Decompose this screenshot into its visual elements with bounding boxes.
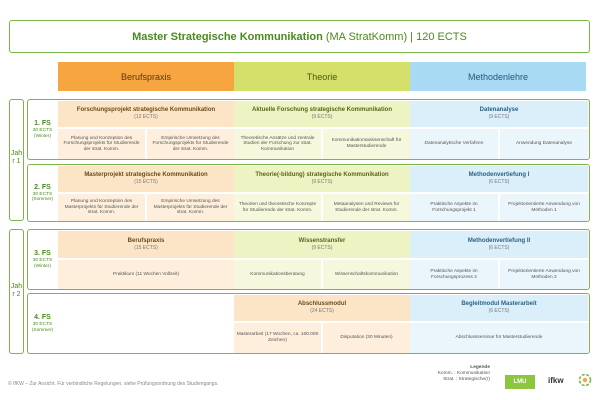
fs2-module-theoriebildung xyxy=(234,166,410,192)
module-ects: (6 ECTS) xyxy=(488,179,510,185)
submodule-text: Disputation (30 Minuten) xyxy=(340,335,393,341)
semester-term: (Sommer) xyxy=(31,327,54,333)
module-title: Methodenvertiefung II xyxy=(467,237,531,244)
fs3-module-berufspraxis xyxy=(58,231,234,258)
module-title: Begleitmodul Masterarbeit xyxy=(461,301,537,307)
fs1-submodule-verfahren xyxy=(410,129,498,159)
legend-title: Legende xyxy=(470,365,490,370)
fs1-submodule-theoretische-ansaetze xyxy=(234,129,321,159)
submodule-text: Datenanalytische Verfahren xyxy=(424,141,484,147)
semester-ects: 30 ECTS xyxy=(32,258,53,263)
module-title: Datenanalyse xyxy=(479,107,519,113)
semester-3-label xyxy=(27,229,58,290)
fs2-submodule-theorien xyxy=(234,194,321,221)
submodule-text: Theorien und theoretische Konzepte für Studierende der strat. Komm. xyxy=(238,201,317,213)
module-title: Methodenvertiefung I xyxy=(468,172,530,178)
module-ects: (24 ECTS) xyxy=(310,308,334,314)
footnote: © IfKW – Zur Ansicht. Für verbindliche Regelungen, siehe Prüfungsordnung des Studiengangs. xyxy=(8,381,219,387)
fs4-submodule-disputation xyxy=(323,323,410,353)
semester-ects: 30 ECTS xyxy=(32,128,53,133)
legend-item: Strat. : Strategische(r) xyxy=(443,376,490,382)
column-header-theorie: Theorie xyxy=(234,62,410,91)
semester-name: 3. FS xyxy=(34,250,51,257)
title-main: Master Strategische Kommunikation xyxy=(132,30,323,43)
module-title: Wissenstransfer xyxy=(298,237,346,244)
semester-4-label xyxy=(27,293,58,354)
module-title: Berufspraxis xyxy=(127,237,165,244)
fs1-module-datenanalyse xyxy=(410,101,588,127)
semester-term: (Winter) xyxy=(33,133,52,139)
title-sub: (MA StratKomm) | 120 ECTS xyxy=(325,30,467,43)
fs4-submodule-abschlussseminar xyxy=(410,323,588,353)
submodule-text: Praktische Aspekte im Forschungsprozess 2 xyxy=(430,268,478,280)
semester-term: (Winter) xyxy=(33,263,52,269)
submodule-text: Abschlussseminar für Masterstudierende xyxy=(455,335,543,341)
legend xyxy=(420,365,490,382)
module-ects: (9 ECTS) xyxy=(311,244,333,251)
fs3-submodule-projektorientiert xyxy=(500,260,588,289)
submodule-text: Planung und Konzeption des Forschungsprojekts für Studierende der strat. Komm. xyxy=(63,135,140,152)
fs3-submodule-wissenschaftskommunikation xyxy=(323,260,410,289)
submodule-text: Planung und Konzeption des Masterprojekts für Studierende der strat. Komm. xyxy=(64,199,139,216)
module-title: Masterprojekt strategische Kommunikation xyxy=(84,172,208,178)
fs3-module-methodenvertiefung-2 xyxy=(410,231,588,258)
submodule-text: Wissenschaftskommunikation xyxy=(334,271,399,277)
legend-item: Komm. : Kommunikation xyxy=(437,370,490,376)
module-title: Abschlussmodul xyxy=(297,301,347,307)
year-2-label: Jah r 2 xyxy=(10,283,23,298)
module-ects: (6 ECTS) xyxy=(488,308,510,314)
fs1-submodule-kommunikationswissenschaft xyxy=(323,129,410,159)
fs2-submodule-planung xyxy=(58,194,145,221)
semester-name: 1. FS xyxy=(34,120,51,127)
semester-ects: 30 ECTS xyxy=(32,322,53,327)
submodule-text: Anwendung Datenanalyse xyxy=(515,141,572,147)
semester-name: 2. FS xyxy=(34,183,51,191)
submodule-text: Kommunikationswissenschaft für Masterstudierende xyxy=(331,138,402,149)
submodule-text: Praktische Aspekte im Forschungsprojekt 1 xyxy=(430,201,478,213)
module-ects: (12 ECTS) xyxy=(134,114,158,120)
fs1-submodule-anwendung xyxy=(500,129,588,159)
page-title xyxy=(9,20,590,53)
fs2-submodule-umsetzung xyxy=(147,194,234,221)
fs4-submodule-masterarbeit xyxy=(234,323,321,353)
module-ects: (9 ECTS) xyxy=(311,114,333,120)
semester-term: (Sommer) xyxy=(31,197,54,202)
fs1-submodule-umsetzung xyxy=(147,129,234,159)
fs2-module-masterprojekt xyxy=(58,166,234,192)
module-ects: (15 ECTS) xyxy=(134,179,158,185)
semester-name: 4. FS xyxy=(34,314,51,321)
submodule-text: Kommunikationsberatung xyxy=(250,271,305,277)
fs2-module-methodenvertiefung-1 xyxy=(410,166,588,192)
module-ects: (15 ECTS) xyxy=(134,244,158,251)
fs3-submodule-praktische-aspekte xyxy=(410,260,498,289)
submodule-text: Theoretische Ansätze und zentrale Studien der Forschung zur strat. Kommunikation xyxy=(240,135,315,152)
year-1-label: Jah r 1 xyxy=(10,150,23,165)
fs3-module-wissenstransfer xyxy=(234,231,410,258)
fs1-submodule-planung xyxy=(58,129,145,159)
module-title: Forschungsprojekt strategische Kommunikation xyxy=(76,107,216,113)
submodule-text: Projektorientierte Anwendung von Methoden 2 xyxy=(508,268,580,280)
module-title: Theorie(-bildung) strategische Kommunikation xyxy=(255,172,389,178)
column-header-methodenlehre: Methodenlehre xyxy=(410,62,586,91)
semester-1-label xyxy=(27,99,58,160)
submodule-text: Projektorientierte Anwendung von Methoden 1 xyxy=(508,201,580,213)
ifkw-logo: ifkw xyxy=(548,376,564,385)
fs3-submodule-praktikum xyxy=(58,260,234,289)
fs4-module-begleitmodul xyxy=(410,295,588,321)
fs1-module-aktuelle-forschung xyxy=(234,101,410,127)
fs3-submodule-kommunikationsberatung xyxy=(234,260,321,289)
semester-2-label xyxy=(27,164,58,222)
module-ects: (6 ECTS) xyxy=(488,244,510,251)
submodule-text: Empirische Umsetzung des Masterprojekts für Studierende der strat. Komm. xyxy=(153,199,228,216)
module-title: Aktuelle Forschung strategische Kommunikation xyxy=(251,107,393,113)
submodule-text: Metaanalysen und Reviews für Studierende der strat. Komm. xyxy=(333,201,400,213)
fs2-submodule-projektorientiert xyxy=(500,194,588,221)
fs1-module-forschungsprojekt xyxy=(58,101,234,127)
module-ects: (9 ECTS) xyxy=(488,114,510,120)
submodule-text: Empirische Umsetzung des Forschungsprojekts für Studierende der strat. Komm. xyxy=(152,135,229,152)
submodule-text: Praktikum (11 Wochen Vollzeit) xyxy=(112,271,180,277)
fs4-module-abschlussmodul xyxy=(234,295,410,321)
fs2-submodule-metaanalysen xyxy=(323,194,410,221)
module-ects: (9 ECTS) xyxy=(311,179,333,185)
semester-ects: 30 ECTS xyxy=(32,191,53,197)
ifkw-ring-icon xyxy=(578,373,592,387)
fs2-submodule-praktische-aspekte xyxy=(410,194,498,221)
column-header-berufspraxis: Berufspraxis xyxy=(58,62,234,91)
submodule-text: Masterarbeit (17 Wochen, ca. 100.000 Zeichen) xyxy=(236,332,319,343)
lmu-logo: LMU xyxy=(505,375,535,389)
